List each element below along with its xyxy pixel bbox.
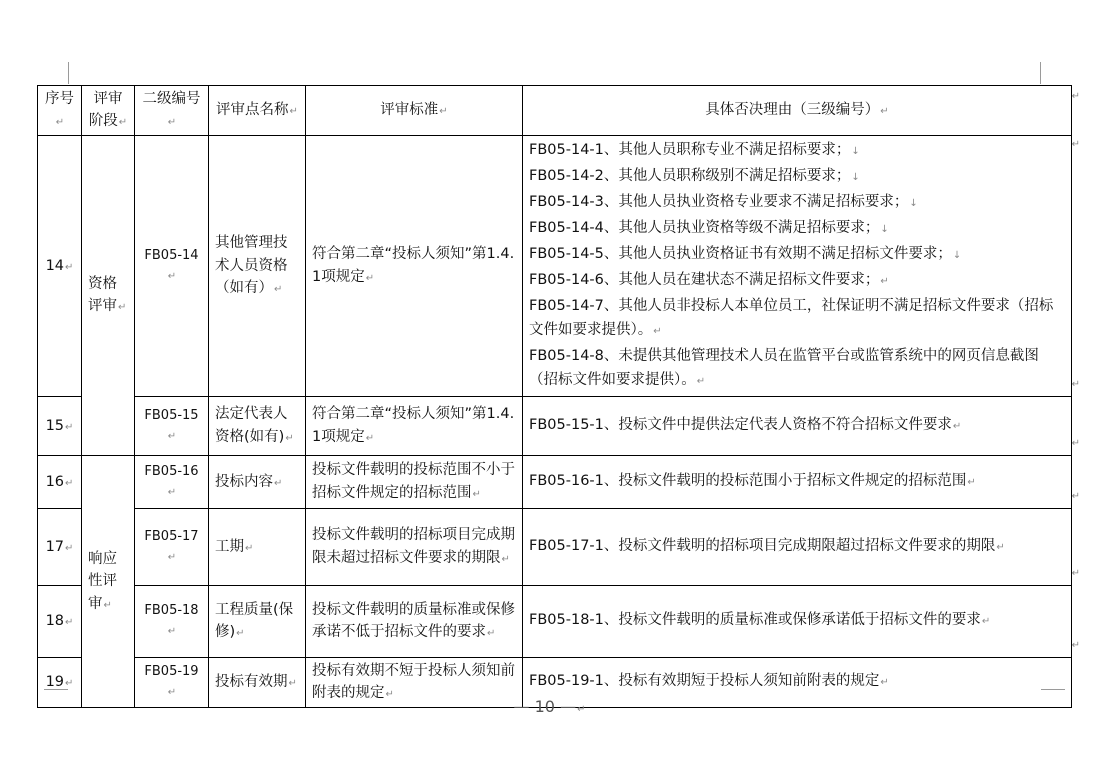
reason-item: FB05-14-4、其他人员执业资格等级不满足招标要求；↓ (529, 219, 889, 236)
row-reasons (523, 585, 1072, 657)
row-code: FB05-17↵ (135, 508, 209, 585)
row-end-mark: ↵ (1071, 640, 1080, 651)
row-end-mark: ↵ (1071, 568, 1080, 579)
row-code: FB05-15↵ (135, 396, 209, 455)
reason-item: FB05-14-6、其他人员在建状态不满足招标文件要求；↵ (529, 271, 889, 288)
row-standard: 投标文件载明的投标范围不小于招标文件规定的招标范围↵ (306, 455, 523, 508)
row-reasons (523, 396, 1072, 455)
row-no: 16↵ (38, 455, 82, 508)
table-row (38, 396, 1072, 455)
row-end-mark: ↵ (1071, 438, 1080, 449)
row-point-name: 工程质量(保修)↵ (209, 585, 306, 657)
row-end-mark: ↵ (1071, 379, 1080, 390)
stage-qualification: 资格评审↵ (82, 135, 135, 455)
row-code: FB05-14↵ (135, 135, 209, 396)
reason-item: FB05-14-8、未提供其他管理技术人员在监管平台或监管系统中的网页信息截图（招标文件如要求提供）。↵ (529, 347, 1039, 388)
row-code: FB05-19↵ (135, 657, 209, 707)
header-standard: 评审标准↵ (306, 86, 523, 136)
row-reasons (523, 508, 1072, 585)
page-number: — 10 —↵ (513, 697, 586, 716)
row-end-mark: ↵ (1071, 139, 1080, 150)
row-no: 17↵ (38, 508, 82, 585)
stage-responsiveness: 响应性评审↵ (82, 455, 135, 707)
header-row (38, 86, 1072, 136)
header-code: 二级编号↵ (135, 86, 209, 136)
reason-item: FB05-15-1、投标文件中提供法定代表人资格不符合招标文件要求↵ (529, 416, 962, 433)
row-no: 15↵ (38, 396, 82, 455)
reason-item: FB05-14-2、其他人员职称级别不满足招标要求；↓ (529, 167, 860, 184)
row-standard: 投标文件载明的质量标准或保修承诺不低于招标文件的要求↵ (306, 585, 523, 657)
reason-item: FB05-14-7、其他人员非投标人本单位员工，社保证明不满足招标文件要求（招标文件如要求提供）。↵ (529, 297, 1054, 338)
reason-item: FB05-14-3、其他人员执业资格专业要求不满足招标要求；↓ (529, 193, 918, 210)
row-point-name: 工期↵ (209, 508, 306, 585)
table-row (38, 585, 1072, 657)
reason-item: FB05-17-1、投标文件载明的招标项目完成期限超过招标文件要求的期限↵ (529, 537, 1005, 554)
row-reasons (523, 455, 1072, 508)
row-point-name: 法定代表人资格(如有)↵ (209, 396, 306, 455)
reason-item: FB05-14-1、其他人员职称专业不满足招标要求；↓ (529, 141, 860, 158)
row-code: FB05-18↵ (135, 585, 209, 657)
header-stage: 评审阶段↵ (82, 86, 135, 136)
table-row (38, 455, 1072, 508)
row-standard: 符合第二章“投标人须知”第1.4.1项规定↵ (306, 135, 523, 396)
row-no: 19↵ (38, 657, 82, 707)
row-no: 14↵ (38, 135, 82, 396)
row-point-name: 投标内容↵ (209, 455, 306, 508)
row-standard: 投标有效期不短于投标人须知前附表的规定↵ (306, 657, 523, 707)
table-row (38, 135, 1072, 396)
crop-mark-top-left (68, 62, 69, 84)
header-no: 序号↵ (38, 86, 82, 136)
row-standard: 符合第二章“投标人须知”第1.4.1项规定↵ (306, 396, 523, 455)
reason-item: FB05-14-5、其他人员执业资格证书有效期不满足招标文件要求；↓ (529, 245, 962, 262)
row-standard: 投标文件载明的招标项目完成期限未超过招标文件要求的期限↵ (306, 508, 523, 585)
header-reasons: 具体否决理由（三级编号）↵ (523, 86, 1072, 136)
row-point-name: 其他管理技术人员资格（如有）↵ (209, 135, 306, 396)
crop-mark-top-right (1040, 62, 1041, 84)
row-end-mark: ↵ (1071, 91, 1080, 102)
table-row (38, 508, 1072, 585)
header-point-name: 评审点名称↵ (209, 86, 306, 136)
reason-item: FB05-18-1、投标文件载明的质量标准或保修承诺低于招标文件的要求↵ (529, 612, 991, 629)
row-end-mark: ↵ (1071, 491, 1080, 502)
reason-item: FB05-16-1、投标文件载明的投标范围小于招标文件规定的招标范围↵ (529, 472, 976, 489)
row-code: FB05-16↵ (135, 455, 209, 508)
reason-item: FB05-19-1、投标有效期短于投标人须知前附表的规定↵ (529, 673, 889, 690)
evaluation-table (37, 85, 1072, 708)
row-reasons (523, 135, 1072, 396)
row-point-name: 投标有效期↵ (209, 657, 306, 707)
row-no: 18↵ (38, 585, 82, 657)
